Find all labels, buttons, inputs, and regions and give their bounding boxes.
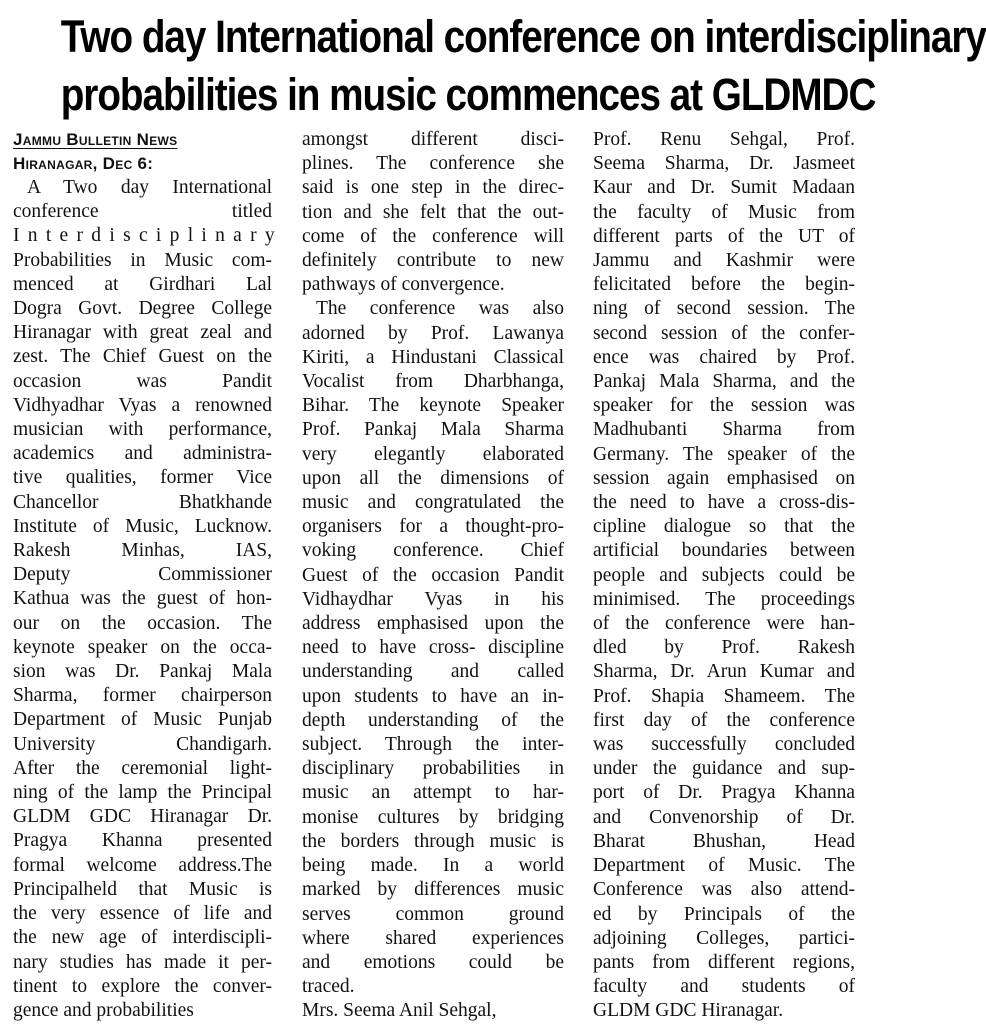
- col3-text-line: people and subjects could be: [593, 564, 855, 586]
- col2-text-line: Mrs. Seema Anil Sehgal,: [302, 1000, 497, 1022]
- col1-text-line: formal welcome address.The: [13, 854, 272, 876]
- col1-text-line: zest. The Chief Guest on the: [13, 346, 272, 368]
- col2-text-line: upon students to have an in-: [302, 685, 564, 707]
- col3-text-line: Department of Music. The: [593, 855, 855, 877]
- col1-text-line: Pragya Khanna presented: [13, 830, 272, 852]
- col2-text-line: Vocalist from Dharbhanga,: [302, 371, 564, 393]
- col1-text-line: the very essence of life and: [13, 903, 272, 925]
- col1-text-line: Kathua was the guest of hon-: [13, 588, 272, 610]
- col3-text-line: Bharat Bhushan, Head: [593, 830, 855, 852]
- col1-text-line: Deputy Commissioner: [13, 564, 272, 586]
- col3-text-line: speaker for the session was: [593, 395, 855, 417]
- col1-text-line: Vidhyadhar Vyas a renowned: [13, 394, 272, 416]
- col3-text-line: faculty and students of: [593, 976, 855, 998]
- col2-text-line: traced.: [302, 976, 355, 998]
- col2-text-line: Guest of the occasion Pandit: [302, 564, 564, 586]
- headline-line-1: Two day International conference on interdisciplinary: [60, 11, 986, 62]
- col2-text-line: music and congratulated the: [302, 492, 564, 514]
- col2-text-line: organisers for a thought-pro-: [302, 516, 564, 538]
- col2-text-line: adorned by Prof. Lawanya: [302, 322, 564, 344]
- col1-text-line: Rakesh Minhas, IAS,: [13, 540, 272, 562]
- col1-text-line: Institute of Music, Lucknow.: [13, 515, 272, 537]
- col1-text-line: Department of Music Punjab: [13, 709, 272, 731]
- col2-text-line: disciplinary probabilities in: [302, 758, 564, 780]
- col1-text-line: Interdisciplinary: [13, 225, 283, 247]
- col1-text-line: University Chandigarh.: [13, 733, 272, 755]
- column-1-body: [13, 176, 283, 1023]
- col2-text-line: and emotions could be: [302, 951, 564, 973]
- col1-text-line: Sharma, former chairperson: [13, 685, 272, 707]
- col1-text-line: tive qualities, former Vice: [13, 467, 272, 489]
- col2-text-line: serves common ground: [302, 903, 564, 925]
- col3-text-line: cipline dialogue so that the: [593, 516, 855, 538]
- col2-text-line: Bihar. The keynote Speaker: [302, 395, 564, 417]
- col2-text-line: pathways of convergence.: [302, 274, 505, 296]
- col2-text-line: Vidhaydhar Vyas in his: [302, 588, 564, 610]
- col3-text-line: and Convenorship of Dr.: [593, 806, 855, 828]
- column-2-body: [302, 128, 564, 1024]
- col3-text-line: Conference was also attend-: [593, 879, 855, 901]
- col1-text-line: the new age of interdiscipli-: [13, 927, 272, 949]
- col2-text-line: understanding and called: [302, 661, 564, 683]
- col1-text-line: academics and administra-: [13, 443, 272, 465]
- col3-text-line: ning of second session. The: [593, 298, 855, 320]
- col2-text-line: upon all the dimensions of: [302, 467, 564, 489]
- headline-line-2: probabilities in music commences at GLDMDC: [60, 69, 876, 120]
- col2-text-line: address emphasised upon the: [302, 613, 564, 635]
- col2-text-line: Kiriti, a Hindustani Classical: [302, 346, 564, 368]
- article-column-1: [13, 128, 283, 1023]
- col3-text-line: felicitated before the begin-: [593, 274, 855, 296]
- col2-text-line: amongst different disci-: [302, 129, 564, 150]
- col2-text-line: the borders through music is: [302, 830, 564, 852]
- col3-text-line: artificial boundaries between: [593, 540, 855, 562]
- col1-text-line: our on the occasion. The: [13, 612, 272, 634]
- col2-text-line: The conference was also: [316, 298, 564, 320]
- headline: [60, 8, 986, 124]
- byline-dateline: Hiranagar, Dec 6:: [13, 154, 154, 173]
- col1-text-line: GLDM GDC Hiranagar Dr.: [13, 806, 272, 828]
- col3-text-line: port of Dr. Pragya Khanna: [593, 782, 855, 804]
- col1-text-line: Principalheld that Music is: [13, 878, 272, 900]
- col3-text-line: Kaur and Dr. Sumit Madaan: [593, 177, 855, 199]
- col3-text-line: Jammu and Kashmir were: [593, 250, 855, 272]
- col1-text-line: A Two day International: [27, 177, 272, 198]
- col1-text-line: Probabilities in Music com-: [13, 249, 272, 271]
- col1-text-line: keynote speaker on the occa-: [13, 636, 272, 658]
- col3-text-line: was successfully concluded: [593, 734, 855, 756]
- col2-text-line: very elegantly elaborated: [302, 443, 564, 465]
- col3-text-line: second session of the confer-: [593, 322, 855, 344]
- col1-text-line: tinent to explore the conver-: [13, 975, 272, 997]
- col1-text-line: musician with performance,: [13, 419, 272, 441]
- col3-text-line: first day of the conference: [593, 709, 855, 731]
- col2-text-line: subject. Through the inter-: [302, 734, 564, 756]
- col3-text-line: the need to have a cross-dis-: [593, 492, 855, 514]
- col3-text-line: Prof. Renu Sehgal, Prof.: [593, 129, 855, 150]
- col2-text-line: music an attempt to har-: [302, 782, 564, 804]
- col1-text-line: After the ceremonial light-: [13, 757, 272, 779]
- col2-text-line: need to have cross- discipline: [302, 637, 564, 659]
- col3-text-line: pants from different regions,: [593, 951, 855, 973]
- col2-text-line: depth understanding of the: [302, 709, 564, 731]
- col3-text-line: ence was chaired by Prof.: [593, 346, 855, 368]
- col2-text-line: Prof. Pankaj Mala Sharma: [302, 419, 564, 441]
- article-column-2: [302, 128, 564, 1024]
- col1-text-line: ning of the lamp the Principal: [13, 782, 272, 804]
- col1-text-line: gence and probabilities: [13, 999, 194, 1021]
- col3-text-line: different parts of the UT of: [593, 225, 855, 247]
- col2-text-line: definitely contribute to new: [302, 250, 564, 272]
- col3-text-line: the faculty of Music from: [593, 201, 855, 223]
- col1-text-line: Hiranagar with great zeal and: [13, 322, 272, 344]
- col2-text-line: marked by differences music: [302, 879, 564, 901]
- col1-text-line: Dogra Govt. Degree College: [13, 298, 272, 320]
- byline-source: Jammu Bulletin News: [13, 130, 178, 149]
- col3-text-line: dled by Prof. Rakesh: [593, 637, 855, 659]
- col2-text-line: monise cultures by bridging: [302, 806, 564, 828]
- col2-text-line: being made. In a world: [302, 855, 564, 877]
- column-3-body: [593, 128, 855, 1024]
- col1-text-line: Chancellor Bhatkhande: [13, 491, 272, 513]
- col1-text-line: occasion was Pandit: [13, 370, 272, 392]
- col3-text-line: Sharma, Dr. Arun Kumar and: [593, 661, 855, 683]
- col3-text-line: adjoining Colleges, partici-: [593, 927, 855, 949]
- col3-text-line: minimised. The proceedings: [593, 588, 855, 610]
- col3-text-line: Madhubanti Sharma from: [593, 419, 855, 441]
- article-column-3: [593, 128, 855, 1024]
- col2-text-line: where shared experiences: [302, 927, 564, 949]
- col3-text-line: Germany. The speaker of the: [593, 443, 855, 465]
- col3-text-line: under the guidance and sup-: [593, 758, 855, 780]
- col2-text-line: voking conference. Chief: [302, 540, 564, 562]
- col3-text-line: ed by Principals of the: [593, 903, 855, 925]
- col2-text-line: tion and she felt that the out-: [302, 201, 564, 223]
- col3-text-line: Seema Sharma, Dr. Jasmeet: [593, 153, 855, 175]
- col1-text-line: nary studies has made it per-: [13, 951, 272, 973]
- col1-text-line: conference titled: [13, 201, 272, 223]
- col1-text-line: menced at Girdhari Lal: [13, 273, 272, 295]
- col2-text-line: come of the conference will: [302, 225, 564, 247]
- col3-text-line: of the conference were han-: [593, 613, 855, 635]
- col3-text-line: Prof. Shapia Shameem. The: [593, 685, 855, 707]
- col3-text-line: session again emphasised on: [593, 467, 855, 489]
- col2-text-line: said is one step in the direc-: [302, 177, 564, 199]
- col2-text-line: plines. The conference she: [302, 153, 564, 175]
- col3-text-line: Pankaj Mala Sharma, and the: [593, 371, 855, 393]
- col3-text-line: GLDM GDC Hiranagar.: [593, 1000, 784, 1022]
- col1-text-line: sion was Dr. Pankaj Mala: [13, 661, 272, 683]
